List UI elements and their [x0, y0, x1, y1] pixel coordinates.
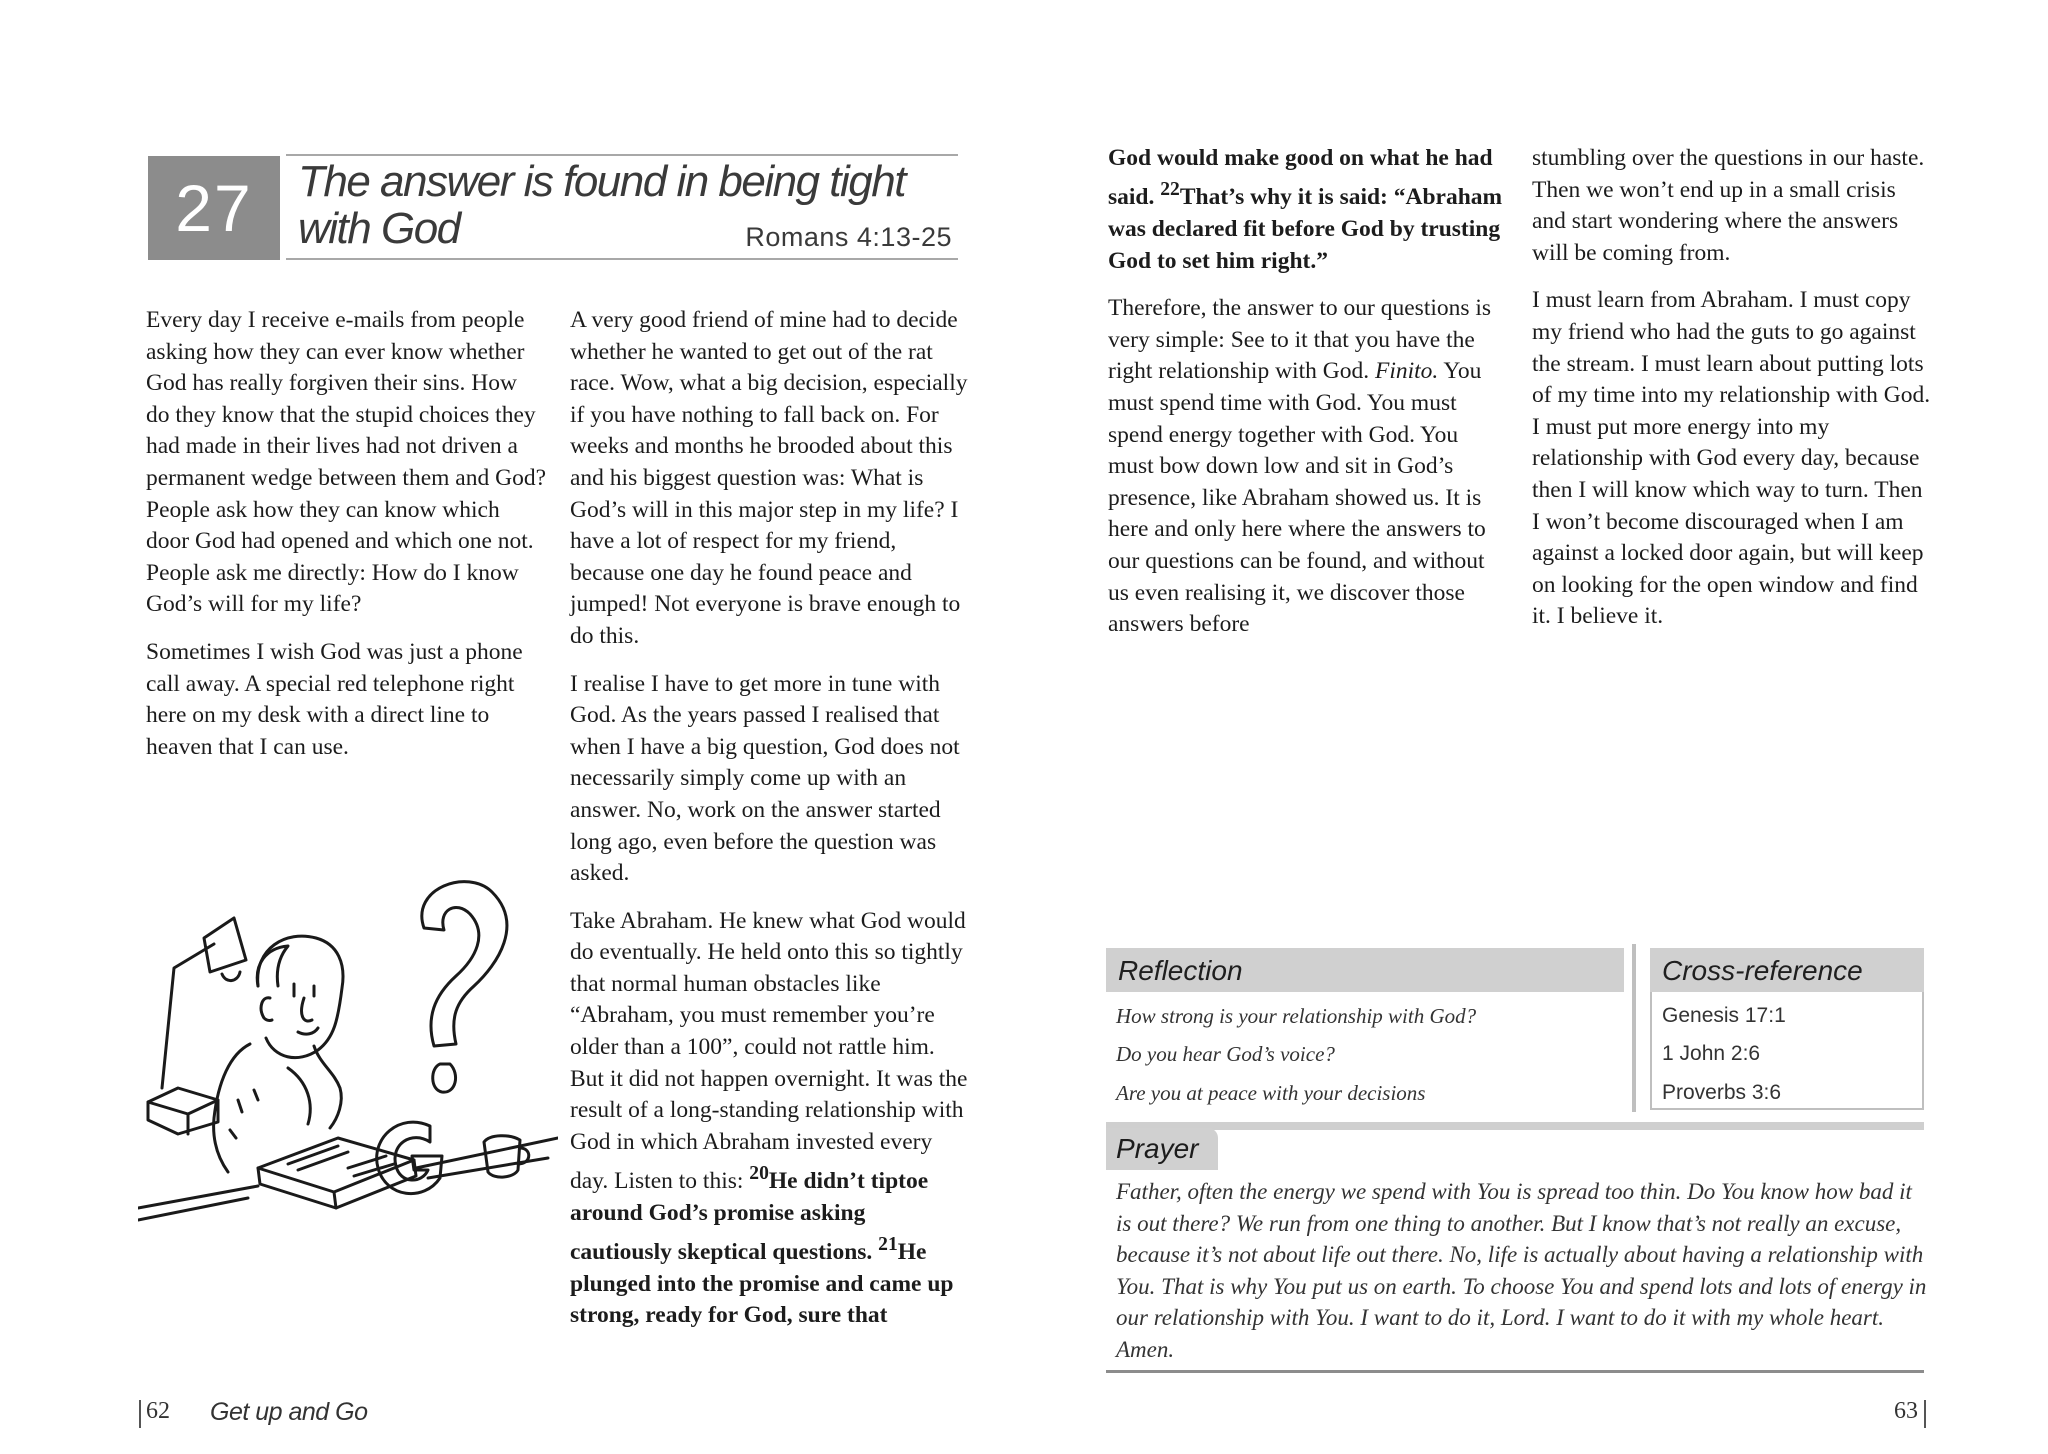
prayer-text: Father, often the energy we spend with You is spread too thin. Do You know how bad it is out there? We run from one thing to another. But I know that’s not really an excuse, because it’s not about life out there. No, life is actually about having a relationship with You. That is why You put us on earth. To choose You and spend lots and lots of energy in our relationship with You. I want to do it, Lord. I want to do it with my whole heart. Amen. — [1116, 1179, 1927, 1362]
chapter-title-line2: with God — [298, 204, 460, 253]
reflection-heading: Reflection — [1106, 948, 1624, 992]
right-page-number: 63 — [1894, 1398, 1918, 1424]
paragraph: I must learn from Abraham. I must copy my friend who had the guts to go against the stream. I must learn about putting lots of my time into my relationship with God. I must put more energy into my relationship with God every day, because then I will know which way to turn. Then I won’t become discouraged when I am against a locked door again, but will keep on looking for the open window and find it. I believe it. — [1532, 287, 1931, 630]
chapter-number-box — [148, 156, 280, 260]
reflection-question: How strong is your relationship with God? — [1116, 1004, 1477, 1028]
man-reading-illustration — [138, 868, 558, 1248]
paragraph: stumbling over the questions in our haste. Then we won’t end up in a small crisis and start wondering where the answers will be coming from. — [1532, 145, 1925, 266]
prayer-heading: Prayer — [1106, 1128, 1218, 1170]
right-column-1 — [1108, 143, 1508, 657]
paragraph: Sometimes I wish God was just a phone call away. A special red telephone right here on my desk with a direct line to heaven that I can use. — [146, 638, 523, 760]
cross-reference-heading: Cross-reference — [1650, 948, 1924, 992]
left-page-number: 62 — [146, 1398, 170, 1424]
book-title: Get up and Go — [210, 1398, 368, 1426]
xref-border-bottom — [1650, 1108, 1924, 1110]
cross-reference-item: 1 John 2:6 — [1662, 1042, 1761, 1065]
cup-icon — [484, 1136, 520, 1177]
left-column-1 — [146, 305, 546, 779]
left-column-2 — [570, 305, 970, 1348]
paragraph-abraham: Take Abraham. He knew what God would do eventually. He held onto this so tightly that normal human obstacles like “Abraham, you must remember you’re older than a 100”, could not rattle him. But it did not happen overnight. It was the result of a long-standing relationship with God in which Abraham invested every day. Listen to this: $^{20}$He didn’t tiptoe around God’s promise asking cautiously skeptical questions. $^{21}$He plunged into the promise and came up strong, ready for God, sure that — [570, 907, 968, 1329]
prayer-top-bar — [1106, 1122, 1924, 1130]
scripture-quote: God would make good on what he had said. $^{22}$That’s why it is said: “Abraham was declared fit before God by trusting God to set him right.” — [1108, 145, 1503, 274]
cross-reference-item: Genesis 17:1 — [1662, 1004, 1786, 1027]
reflection-question: Are you at peace with your decisions — [1116, 1081, 1426, 1105]
desk-lamp-icon — [162, 944, 214, 1088]
question-mark-icon — [422, 882, 507, 1046]
paragraph: Every day I receive e-mails from people asking how they can ever know whether God has really forgiven their sins. How do they know that the stupid choices they had made in their lives had not driven a permanent wedge between them and God? People ask how they can know which door God had opened and which one not. People ask me directly: How do I know God’s will for my life? — [146, 307, 546, 618]
xref-border-right — [1922, 992, 1924, 1110]
footer-right-bar — [1924, 1400, 1926, 1428]
footer-left-bar — [139, 1400, 141, 1428]
right-column-2 — [1532, 143, 1932, 649]
title-top-rule — [286, 154, 958, 156]
reflection-question: Do you hear God’s voice? — [1116, 1042, 1335, 1066]
verse-number: 21 — [878, 1234, 898, 1256]
xref-border-left — [1650, 992, 1652, 1110]
prayer-bottom-rule — [1106, 1370, 1924, 1373]
chapter-number: 27 — [175, 171, 253, 245]
verse-number: 20 — [749, 1163, 769, 1185]
box-divider — [1632, 944, 1636, 1112]
chapter-title-line1: The answer is found in being tight — [298, 157, 905, 206]
paragraph: I realise I have to get more in tune with God. As the years passed I realised that when I have a big question, God does not necessarily simply come up with an answer. No, work on the answer started long ago, even before the question was asked. — [570, 670, 960, 887]
cross-reference-item: Proverbs 3:6 — [1662, 1081, 1782, 1104]
illustration-letter: G — [448, 1198, 449, 1199]
verse-number: 22 — [1160, 179, 1180, 201]
title-bottom-rule — [286, 258, 958, 260]
paragraph: A very good friend of mine had to decide whether he wanted to get out of the rat race. Wow, what a big decision, especially if you have nothing to fall back on. For weeks and months he brooded about this and his biggest question was: What is God’s will in this major step in my life? I have a lot of respect for my friend, because one day he found peace and jumped! Not everyone is brave enough to do this. — [570, 307, 968, 649]
scripture-reference: Romans 4:13-25 — [745, 222, 952, 252]
paragraph: Therefore, the answer to our questions is very simple: See to it that you have the right relationship with God. Finito. You must spend time with God. You must spend energy together with God. You must bow down low and sit in God’s presence, like Abraham showed us. It is here and only here where the answers to our questions can be found, and without us even realising it, we discover those answers before — [1108, 295, 1492, 638]
